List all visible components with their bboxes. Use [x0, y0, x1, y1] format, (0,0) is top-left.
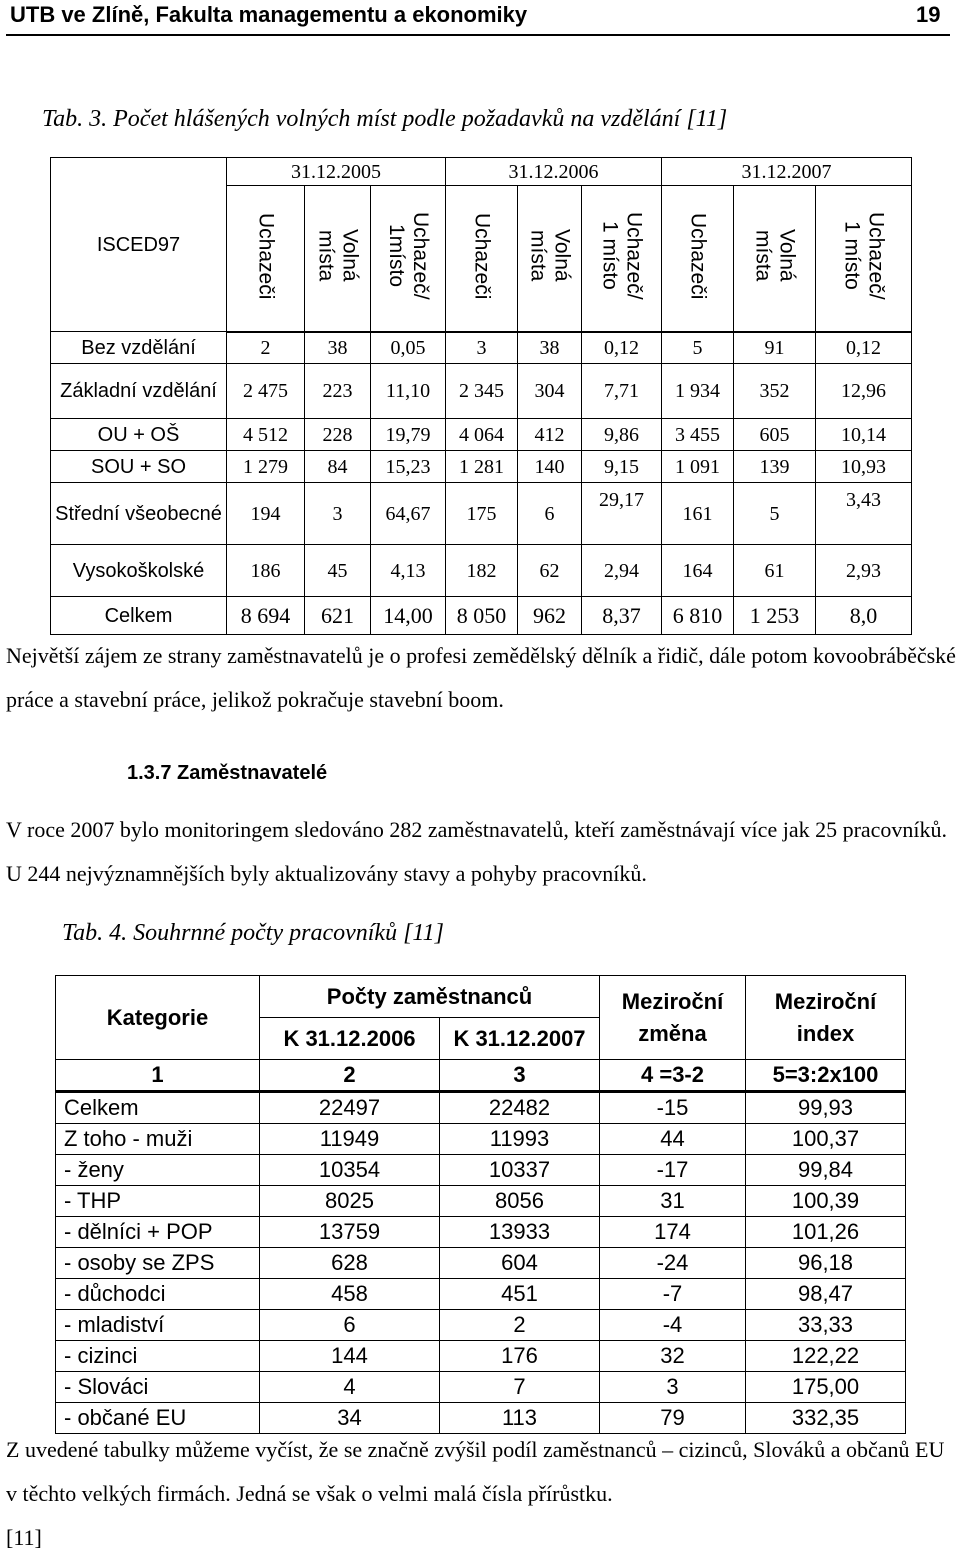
table-row — [51, 332, 912, 364]
table-cell: 175 — [446, 483, 518, 545]
table-cell: 194 — [227, 483, 305, 545]
table-cell: 6 — [518, 483, 582, 545]
table-cell: 8,0 — [816, 597, 912, 635]
employee-summary-table — [55, 975, 906, 1434]
row-label: Střední všeobecné — [51, 483, 227, 545]
table-cell: 412 — [518, 419, 582, 451]
category-cell: - občané EU — [56, 1403, 260, 1434]
page-number: 19 — [916, 2, 941, 27]
table-cell: -15 — [600, 1092, 746, 1124]
table-cell: 182 — [446, 545, 518, 597]
table-cell: 0,12 — [582, 332, 662, 364]
table-row — [51, 545, 912, 597]
table-cell: 458 — [260, 1279, 440, 1310]
table-cell: 144 — [260, 1341, 440, 1372]
table-cell: 139 — [734, 451, 816, 483]
table-row — [51, 483, 912, 545]
subcol-header: Uchazeč/ 1 místo — [816, 186, 912, 332]
table-cell: 5 — [734, 483, 816, 545]
table-cell: 186 — [227, 545, 305, 597]
row-label: Vysokoškolské — [51, 545, 227, 597]
table-cell: 3,43 — [816, 483, 912, 545]
table-row — [51, 364, 912, 419]
table-cell: 8,37 — [582, 597, 662, 635]
col-header-k2007: K 31.12.2007 — [440, 1018, 600, 1060]
table-row — [56, 1092, 906, 1124]
table-cell: 8 694 — [227, 597, 305, 635]
subcol-header: Uchazeči — [227, 186, 305, 332]
index-cell: 5=3:2x100 — [746, 1060, 906, 1092]
table-cell: 33,33 — [746, 1310, 906, 1341]
category-cell: - cizinci — [56, 1341, 260, 1372]
table-cell: -17 — [600, 1155, 746, 1186]
table-cell: 7,71 — [582, 364, 662, 419]
isced-header: ISCED97 — [51, 158, 227, 332]
table-cell: -7 — [600, 1279, 746, 1310]
table-cell: 22482 — [440, 1092, 600, 1124]
date-header-2006: 31.12.2006 — [446, 158, 662, 186]
table-cell: 91 — [734, 332, 816, 364]
table-row — [56, 1341, 906, 1372]
table-cell: 175,00 — [746, 1372, 906, 1403]
category-cell: Celkem — [56, 1092, 260, 1124]
table-row — [56, 1279, 906, 1310]
row-label: Bez vzdělání — [51, 332, 227, 364]
table-cell: 8056 — [440, 1186, 600, 1217]
table-row — [51, 419, 912, 451]
table-cell: 11,10 — [371, 364, 446, 419]
table-cell: 223 — [305, 364, 371, 419]
table-row — [51, 451, 912, 483]
table-cell: 1 934 — [662, 364, 734, 419]
paragraph-conclusion: Z uvedené tabulky můžeme vyčíst, že se značně zvýšil podíl zaměstnanců – cizinců, Slováků a občanů EU v těchto velkých firmách. Jedná se však o velmi malá čísla přírůstku. — [6, 1437, 945, 1506]
table-cell: 64,67 — [371, 483, 446, 545]
table-cell: 31 — [600, 1186, 746, 1217]
table-cell: 4 512 — [227, 419, 305, 451]
table-cell: 4 064 — [446, 419, 518, 451]
table-cell: 45 — [305, 545, 371, 597]
row-label: Celkem — [51, 597, 227, 635]
table-cell: 304 — [518, 364, 582, 419]
table-cell: 1 091 — [662, 451, 734, 483]
table-cell: 19,79 — [371, 419, 446, 451]
table-cell: 98,47 — [746, 1279, 906, 1310]
table-cell: 3 — [305, 483, 371, 545]
table-cell: 22497 — [260, 1092, 440, 1124]
table-cell: 2 345 — [446, 364, 518, 419]
table-row — [56, 1310, 906, 1341]
table-cell: 62 — [518, 545, 582, 597]
row-label: Základní vzdělání — [51, 364, 227, 419]
subcol-header: Uchazeči — [662, 186, 734, 332]
table-cell: 15,23 — [371, 451, 446, 483]
table-cell: 100,39 — [746, 1186, 906, 1217]
table-cell: 13759 — [260, 1217, 440, 1248]
table-cell: 38 — [305, 332, 371, 364]
table-cell: 3 — [600, 1372, 746, 1403]
table-cell: 10,14 — [816, 419, 912, 451]
subcol-header: Uchazeč/ 1 místo — [582, 186, 662, 332]
table-cell: 174 — [600, 1217, 746, 1248]
table-cell: -24 — [600, 1248, 746, 1279]
table-cell: 32 — [600, 1341, 746, 1372]
category-cell: - ženy — [56, 1155, 260, 1186]
table-cell: 9,86 — [582, 419, 662, 451]
table-cell: 10354 — [260, 1155, 440, 1186]
table-cell: 1 279 — [227, 451, 305, 483]
row-label: OU + OŠ — [51, 419, 227, 451]
table-cell: 11993 — [440, 1124, 600, 1155]
date-header-2005: 31.12.2005 — [227, 158, 446, 186]
table-cell: 84 — [305, 451, 371, 483]
index-cell: 4 =3-2 — [600, 1060, 746, 1092]
index-row — [56, 1060, 906, 1092]
index-cell: 1 — [56, 1060, 260, 1092]
table-cell: 0,05 — [371, 332, 446, 364]
paragraph-employer-interest: Největší zájem ze strany zaměstnavatelů je o profesi zemědělský dělník a řidič, dále potom kovoobráběčské práce a stavební práce, jelikož pokračuje stavební boom. — [6, 643, 956, 712]
table-row — [56, 1155, 906, 1186]
table-cell: 99,84 — [746, 1155, 906, 1186]
table-cell: 113 — [440, 1403, 600, 1434]
category-cell: - Slováci — [56, 1372, 260, 1403]
table-cell: 962 — [518, 597, 582, 635]
category-cell: - dělníci + POP — [56, 1217, 260, 1248]
table-cell: 352 — [734, 364, 816, 419]
table-cell: 99,93 — [746, 1092, 906, 1124]
table-cell: 1 253 — [734, 597, 816, 635]
table-row — [56, 1186, 906, 1217]
table-cell: 4,13 — [371, 545, 446, 597]
paragraph-employers-monitoring: V roce 2007 bylo monitoringem sledováno 282 zaměstnavatelů, kteří zaměstnávají více jak 25 pracovníků. U 244 nejvýznamnějších byly aktualizovány stavy a pohyby pracovníků. — [6, 817, 948, 886]
table-cell: 621 — [305, 597, 371, 635]
table4-caption: Tab. 4. Souhrnné počty pracovníků [11] — [62, 920, 444, 946]
col-header-kategorie: Kategorie — [56, 976, 260, 1060]
table-cell: 100,37 — [746, 1124, 906, 1155]
subcol-header: Volná místa — [518, 186, 582, 332]
table-row — [56, 1248, 906, 1279]
subcol-header: Volná místa — [305, 186, 371, 332]
table-cell: 10,93 — [816, 451, 912, 483]
table-cell: 2 — [227, 332, 305, 364]
table-cell: 101,26 — [746, 1217, 906, 1248]
table-cell: 6 — [260, 1310, 440, 1341]
table-cell: 176 — [440, 1341, 600, 1372]
table-cell: 605 — [734, 419, 816, 451]
table-cell: 5 — [662, 332, 734, 364]
table-cell: 451 — [440, 1279, 600, 1310]
table-cell: 38 — [518, 332, 582, 364]
table-cell: 8025 — [260, 1186, 440, 1217]
table-cell: -4 — [600, 1310, 746, 1341]
table-cell: 604 — [440, 1248, 600, 1279]
category-cell: - osoby se ZPS — [56, 1248, 260, 1279]
table-cell: 8 050 — [446, 597, 518, 635]
table-cell: 6 810 — [662, 597, 734, 635]
table-row — [56, 1124, 906, 1155]
category-cell: - důchodci — [56, 1279, 260, 1310]
table-cell: 1 281 — [446, 451, 518, 483]
col-header-k2006: K 31.12.2006 — [260, 1018, 440, 1060]
table-cell: 14,00 — [371, 597, 446, 635]
date-header-2007: 31.12.2007 — [662, 158, 912, 186]
category-cell: - mladiství — [56, 1310, 260, 1341]
document-header-title: UTB ve Zlíně, Fakulta managementu a ekonomiky — [10, 2, 528, 27]
header-divider — [6, 34, 950, 36]
table-cell: 2,93 — [816, 545, 912, 597]
row-label: SOU + SO — [51, 451, 227, 483]
table-cell: 2 — [440, 1310, 600, 1341]
subcol-header: Uchazeč/ 1místo — [371, 186, 446, 332]
table-cell: 9,15 — [582, 451, 662, 483]
category-cell: - THP — [56, 1186, 260, 1217]
table-cell: 61 — [734, 545, 816, 597]
table-cell: 3 — [446, 332, 518, 364]
table-cell: 12,96 — [816, 364, 912, 419]
table-cell: 161 — [662, 483, 734, 545]
table-cell: 2,94 — [582, 545, 662, 597]
table-row — [56, 1217, 906, 1248]
table-row — [51, 597, 912, 635]
table-row — [56, 1372, 906, 1403]
table-cell: 79 — [600, 1403, 746, 1434]
col-header-zmena: Meziroční změna — [600, 976, 746, 1060]
col-header-pocty: Počty zaměstnanců — [260, 976, 600, 1018]
table-cell: 122,22 — [746, 1341, 906, 1372]
table-cell: 11949 — [260, 1124, 440, 1155]
table-cell: 3 455 — [662, 419, 734, 451]
table-cell: 29,17 — [582, 483, 662, 545]
table-cell: 228 — [305, 419, 371, 451]
table-cell: 628 — [260, 1248, 440, 1279]
section-heading: 1.3.7 Zaměstnavatelé — [127, 762, 328, 784]
table-cell: 2 475 — [227, 364, 305, 419]
table-cell: 34 — [260, 1403, 440, 1434]
index-cell: 3 — [440, 1060, 600, 1092]
table-cell: 96,18 — [746, 1248, 906, 1279]
table-cell: 332,35 — [746, 1403, 906, 1434]
table-cell: 13933 — [440, 1217, 600, 1248]
table-cell: 10337 — [440, 1155, 600, 1186]
table3-caption: Tab. 3. Počet hlášených volných míst podle požadavků na vzdělání [11] — [42, 106, 728, 132]
col-header-index: Meziroční index — [746, 976, 906, 1060]
footnote-reference: [11] — [6, 1525, 42, 1550]
subcol-header: Volná místa — [734, 186, 816, 332]
table-cell: 7 — [440, 1372, 600, 1403]
category-cell: Z toho - muži — [56, 1124, 260, 1155]
table-cell: 44 — [600, 1124, 746, 1155]
subcol-header: Uchazeči — [446, 186, 518, 332]
table-cell: 164 — [662, 545, 734, 597]
table-cell: 0,12 — [816, 332, 912, 364]
index-cell: 2 — [260, 1060, 440, 1092]
table-cell: 4 — [260, 1372, 440, 1403]
vacancies-by-education-table — [50, 157, 912, 635]
table-cell: 140 — [518, 451, 582, 483]
